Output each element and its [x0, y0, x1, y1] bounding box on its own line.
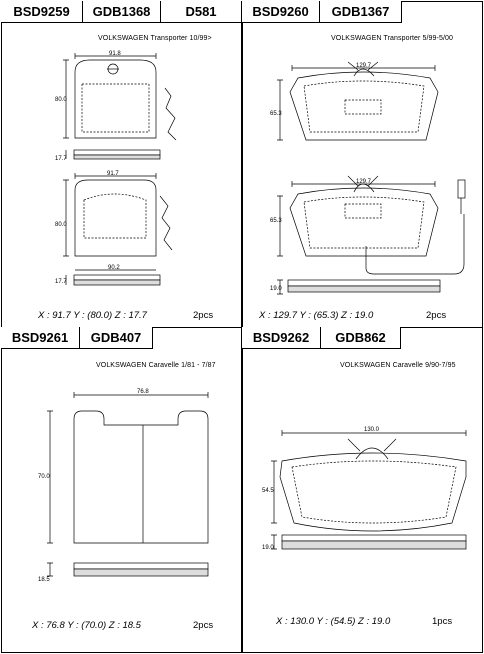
vehicle-application: VOLKSWAGEN Caravelle 1/81 - 7/87 [96, 362, 216, 369]
vehicle-application: VOLKSWAGEN Transporter 10/99> [98, 35, 212, 42]
thickness-label: 17.7 [55, 279, 67, 285]
dimension-summary: X : 76.8 Y : (70.0) Z : 18.5 [32, 620, 141, 631]
dimension-summary: X : 130.0 Y : (54.5) Z : 19.0 [276, 616, 391, 627]
dimension-summary: X : 91.7 Y : (80.0) Z : 17.7 [38, 310, 147, 321]
quantity-label: 2pcs [193, 620, 214, 631]
part-code-tag: GDB1367 [320, 1, 402, 23]
part-code-tag: BSD9262 [242, 327, 321, 349]
height-label: 65.3 [270, 111, 282, 117]
vehicle-application: VOLKSWAGEN Transporter 5/99-5/00 [331, 35, 453, 42]
part-code-tag: GDB407 [80, 327, 153, 349]
part-code-tag: GDB862 [321, 327, 401, 349]
brake-pad-drawing [0, 0, 242, 328]
width-label: 76.8 [137, 389, 149, 395]
thickness-label: 19.0 [262, 545, 274, 551]
width-label: 91.7 [107, 171, 119, 177]
width-label: 90.2 [108, 265, 120, 271]
part-code-tag: BSD9261 [1, 327, 80, 349]
height-label: 65.3 [270, 218, 282, 224]
height-label: 70.0 [38, 474, 50, 480]
brake-pad-drawing [242, 327, 484, 654]
brake-pad-drawing [242, 0, 484, 328]
dimension-summary: X : 129.7 Y : (65.3) Z : 19.0 [259, 310, 374, 321]
quantity-label: 2pcs [426, 310, 447, 321]
part-code-tag: BSD9260 [242, 1, 320, 23]
width-label: 91.8 [109, 51, 121, 57]
brake-pad-drawing [0, 327, 242, 654]
thickness-label: 18.5 [38, 577, 50, 583]
width-label: 129.7 [356, 179, 372, 185]
height-label: 54.5 [262, 488, 274, 494]
width-label: 130.0 [364, 427, 380, 433]
part-code-tag: D581 [161, 1, 242, 23]
height-label: 80.0 [55, 97, 67, 103]
thickness-label: 17.7 [55, 156, 67, 162]
thickness-label: 19.0 [270, 286, 282, 292]
part-code-tag: GDB1368 [83, 1, 161, 23]
vehicle-application: VOLKSWAGEN Caravelle 9/90-7/95 [340, 362, 456, 369]
quantity-label: 1pcs [432, 616, 453, 627]
width-label: 129.7 [356, 63, 372, 69]
part-code-tag: BSD9259 [1, 1, 83, 23]
height-label: 80.0 [55, 222, 67, 228]
quantity-label: 2pcs [193, 310, 214, 321]
